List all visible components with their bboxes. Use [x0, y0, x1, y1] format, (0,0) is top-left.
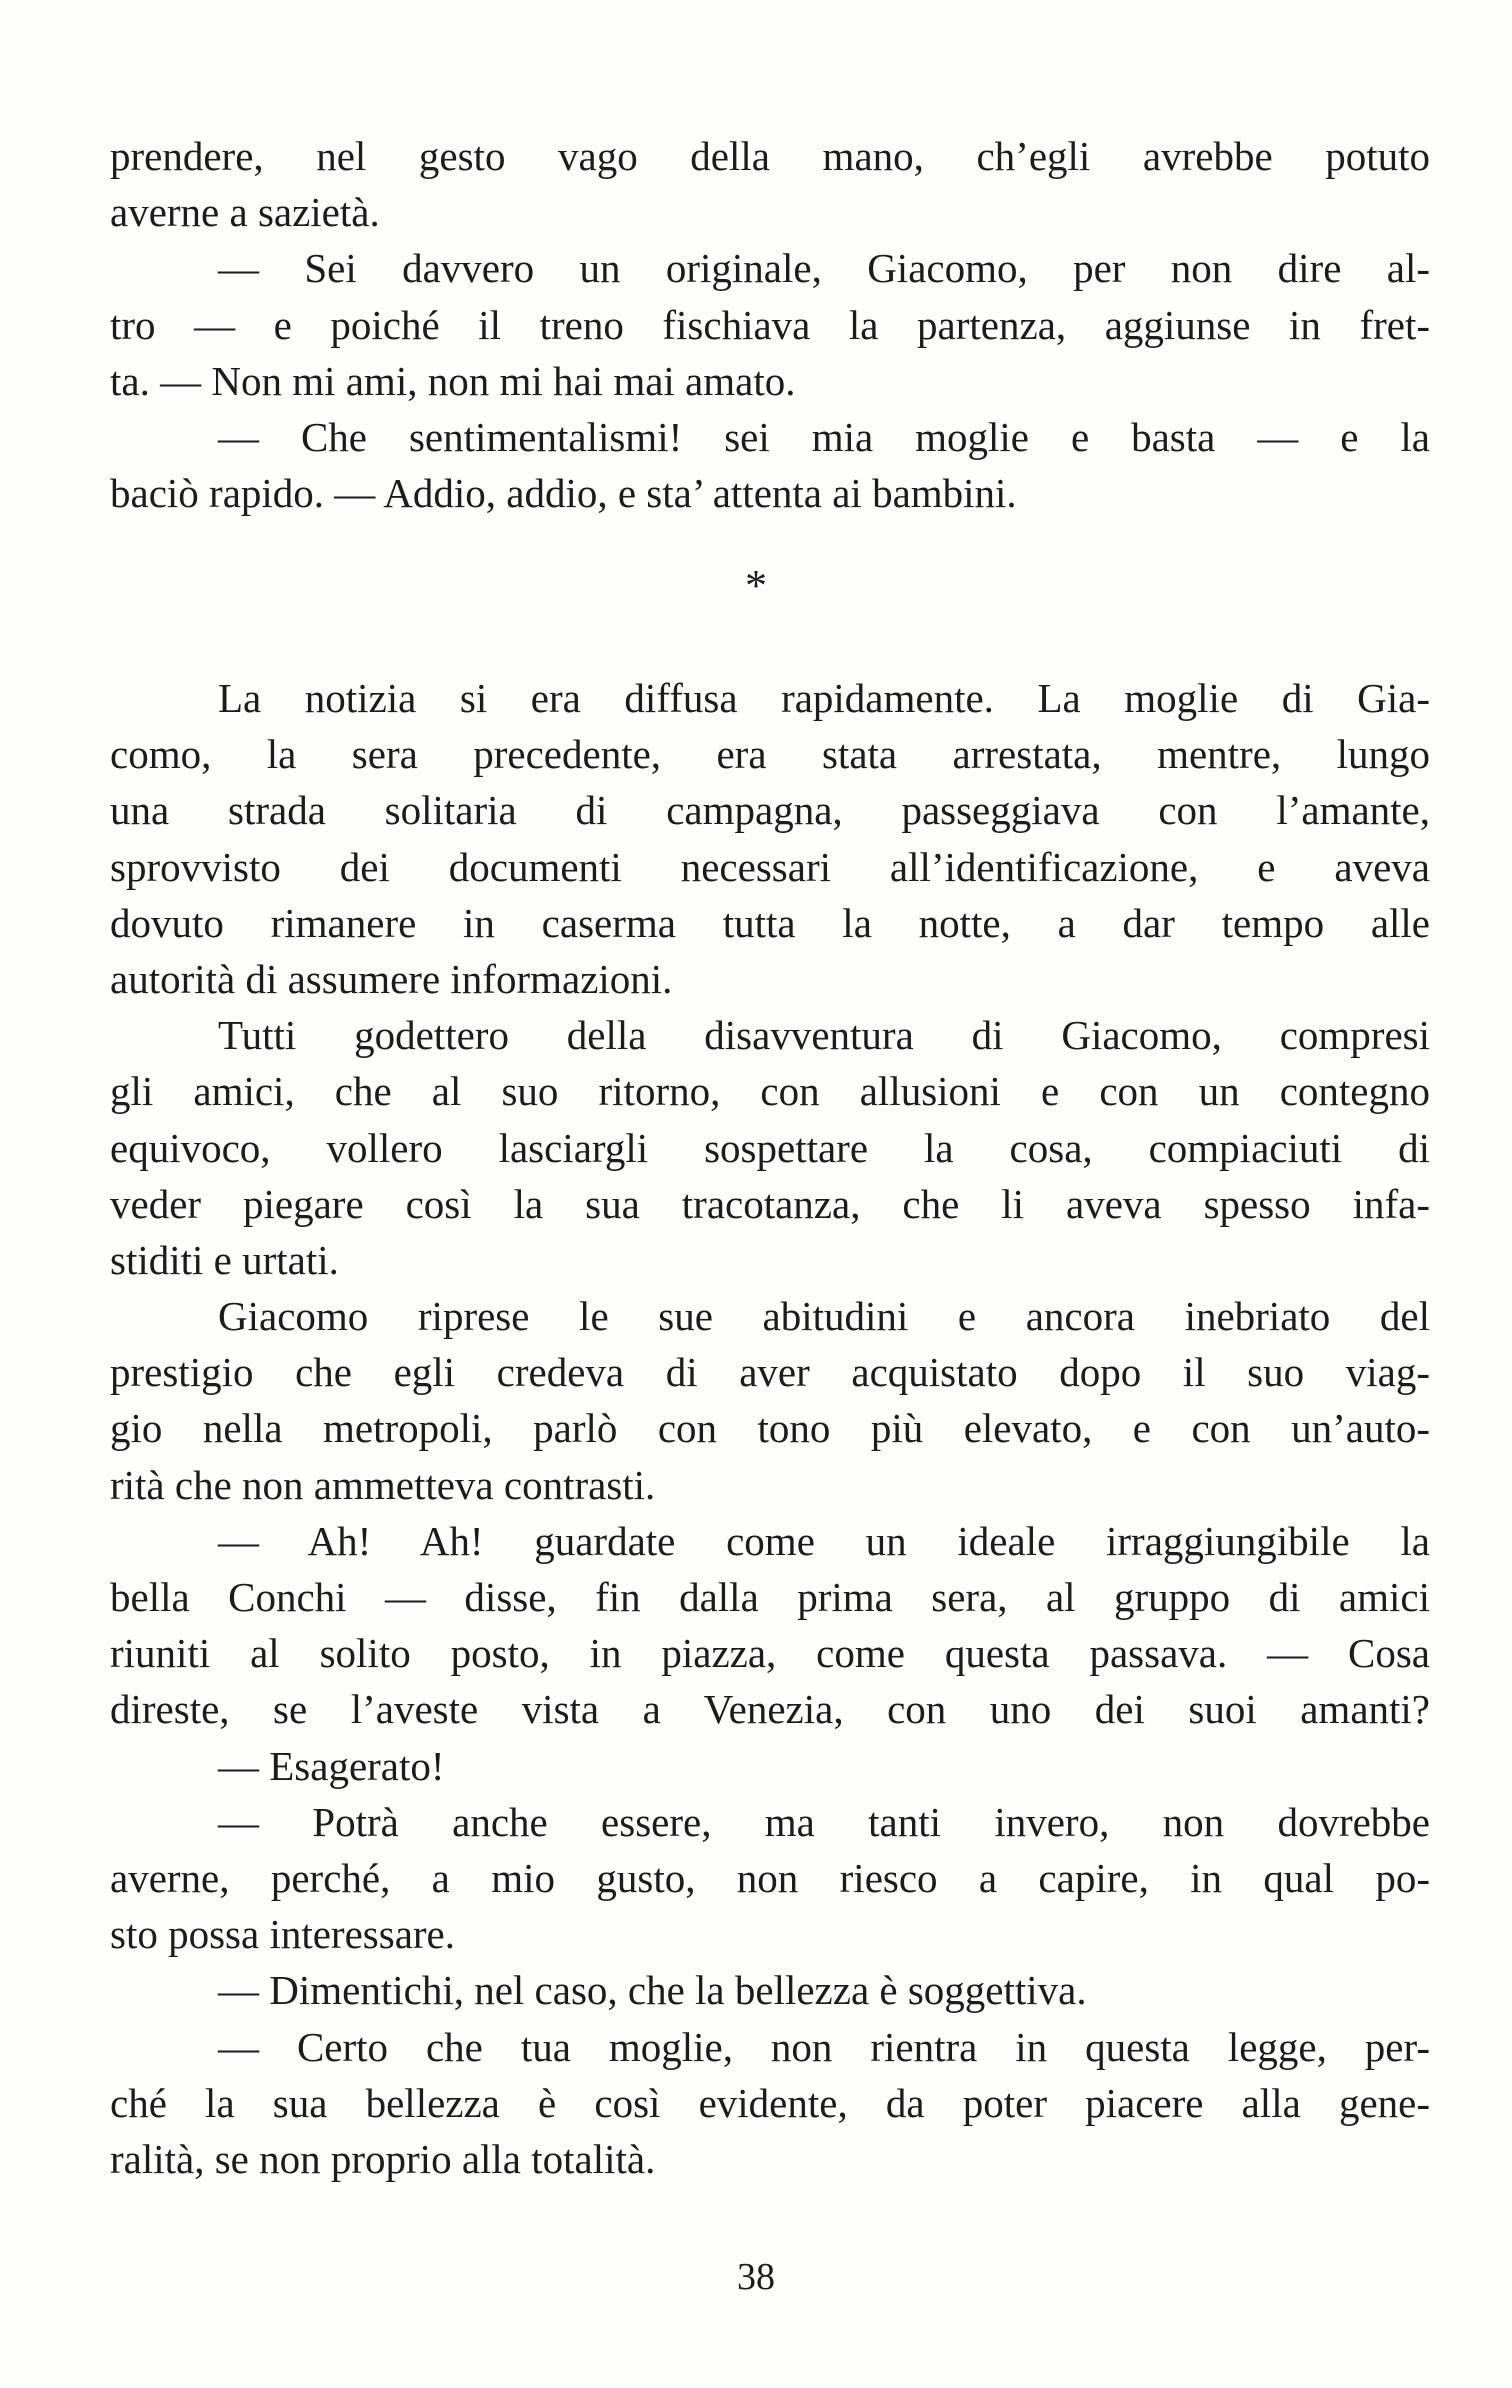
text-line: — Potrà anche essere, ma tanti invero, non dovrebbe [218, 1798, 1430, 1845]
text-line: — Dimentichi, nel caso, che la bellezza è soggettiva. [218, 1967, 1087, 2014]
text-line: stiditi e urtati. [110, 1236, 339, 1283]
text-line: direste, se l’aveste vista a Venezia, con uno dei suoi amanti? [110, 1686, 1430, 1733]
text-line: equivoco, vollero lasciargli sospettare la cosa, compiaciuti di [110, 1124, 1430, 1171]
text-line: — Che sentimentalismi! sei mia moglie e basta — e la [218, 413, 1430, 460]
text-line: averne, perché, a mio gusto, non riesco a capire, in qual po- [110, 1854, 1430, 1901]
text-line: ralità, se non proprio alla totalità. [110, 2135, 656, 2182]
text-line: bella Conchi — disse, fin dalla prima sera, al gruppo di amici [110, 1574, 1430, 1620]
section-separator: * [745, 561, 767, 610]
text-line: dovuto rimanere in caserma tutta la notte, a dar tempo alle [110, 899, 1430, 946]
text-line: rità che non ammetteva contrasti. [110, 1461, 656, 1508]
text-line: ché la sua bellezza è così evidente, da poter piacere alla gene- [110, 2079, 1430, 2126]
text-block-bottom [110, 670, 1430, 2187]
text-line: como, la sera precedente, era stata arrestata, mentre, lungo [110, 731, 1430, 778]
text-line: Tutti godettero della disavventura di Giacomo, compresi [218, 1012, 1430, 1059]
text-line: sprovvisto dei documenti necessari all’identificazione, e aveva [110, 843, 1430, 890]
text-line: — Ah! Ah! guardate come un ideale irraggiungibile la [218, 1517, 1430, 1564]
text-line: prendere, nel gesto vago della mano, ch’egli avrebbe potuto [110, 133, 1430, 179]
text-line: baciò rapido. — Addio, addio, e sta’ attenta ai bambini. [110, 470, 1017, 517]
text-line: gio nella metropoli, parlò con tono più elevato, e con un’auto- [110, 1405, 1430, 1452]
text-line: — Esagerato! [218, 1742, 445, 1789]
text-line: Giacomo riprese le sue abitudini e ancora inebriato del [218, 1293, 1430, 1340]
text-line: — Sei davvero un originale, Giacomo, per non dire al- [218, 245, 1430, 292]
page-number: 38 [737, 2256, 775, 2298]
text-line: prestigio che egli credeva di aver acquistato dopo il suo viag- [110, 1349, 1430, 1396]
text-line: gli amici, che al suo ritorno, con allusioni e con un contegno [110, 1068, 1430, 1115]
text-line: tro — e poiché il treno fischiava la partenza, aggiunse in fret- [110, 301, 1430, 348]
text-line: veder piegare così la sua tracotanza, che li aveva spesso infa- [110, 1180, 1430, 1227]
text-block-top [110, 128, 1430, 521]
text-line: ta. — Non mi ami, non mi hai mai amato. [110, 357, 796, 404]
text-line: La notizia si era diffusa rapidamente. La moglie di Gia- [218, 675, 1430, 721]
text-line: — Certo che tua moglie, non rientra in questa legge, per- [218, 2023, 1430, 2070]
text-line: riuniti al solito posto, in piazza, come questa passava. — Cosa [110, 1630, 1430, 1677]
text-line: sto possa interessare. [110, 1911, 455, 1958]
text-line: averne a sazietà. [110, 189, 380, 236]
text-line: una strada solitaria di campagna, passeggiava con l’amante, [110, 787, 1430, 834]
text-line: autorità di assumere informazioni. [110, 955, 673, 1002]
